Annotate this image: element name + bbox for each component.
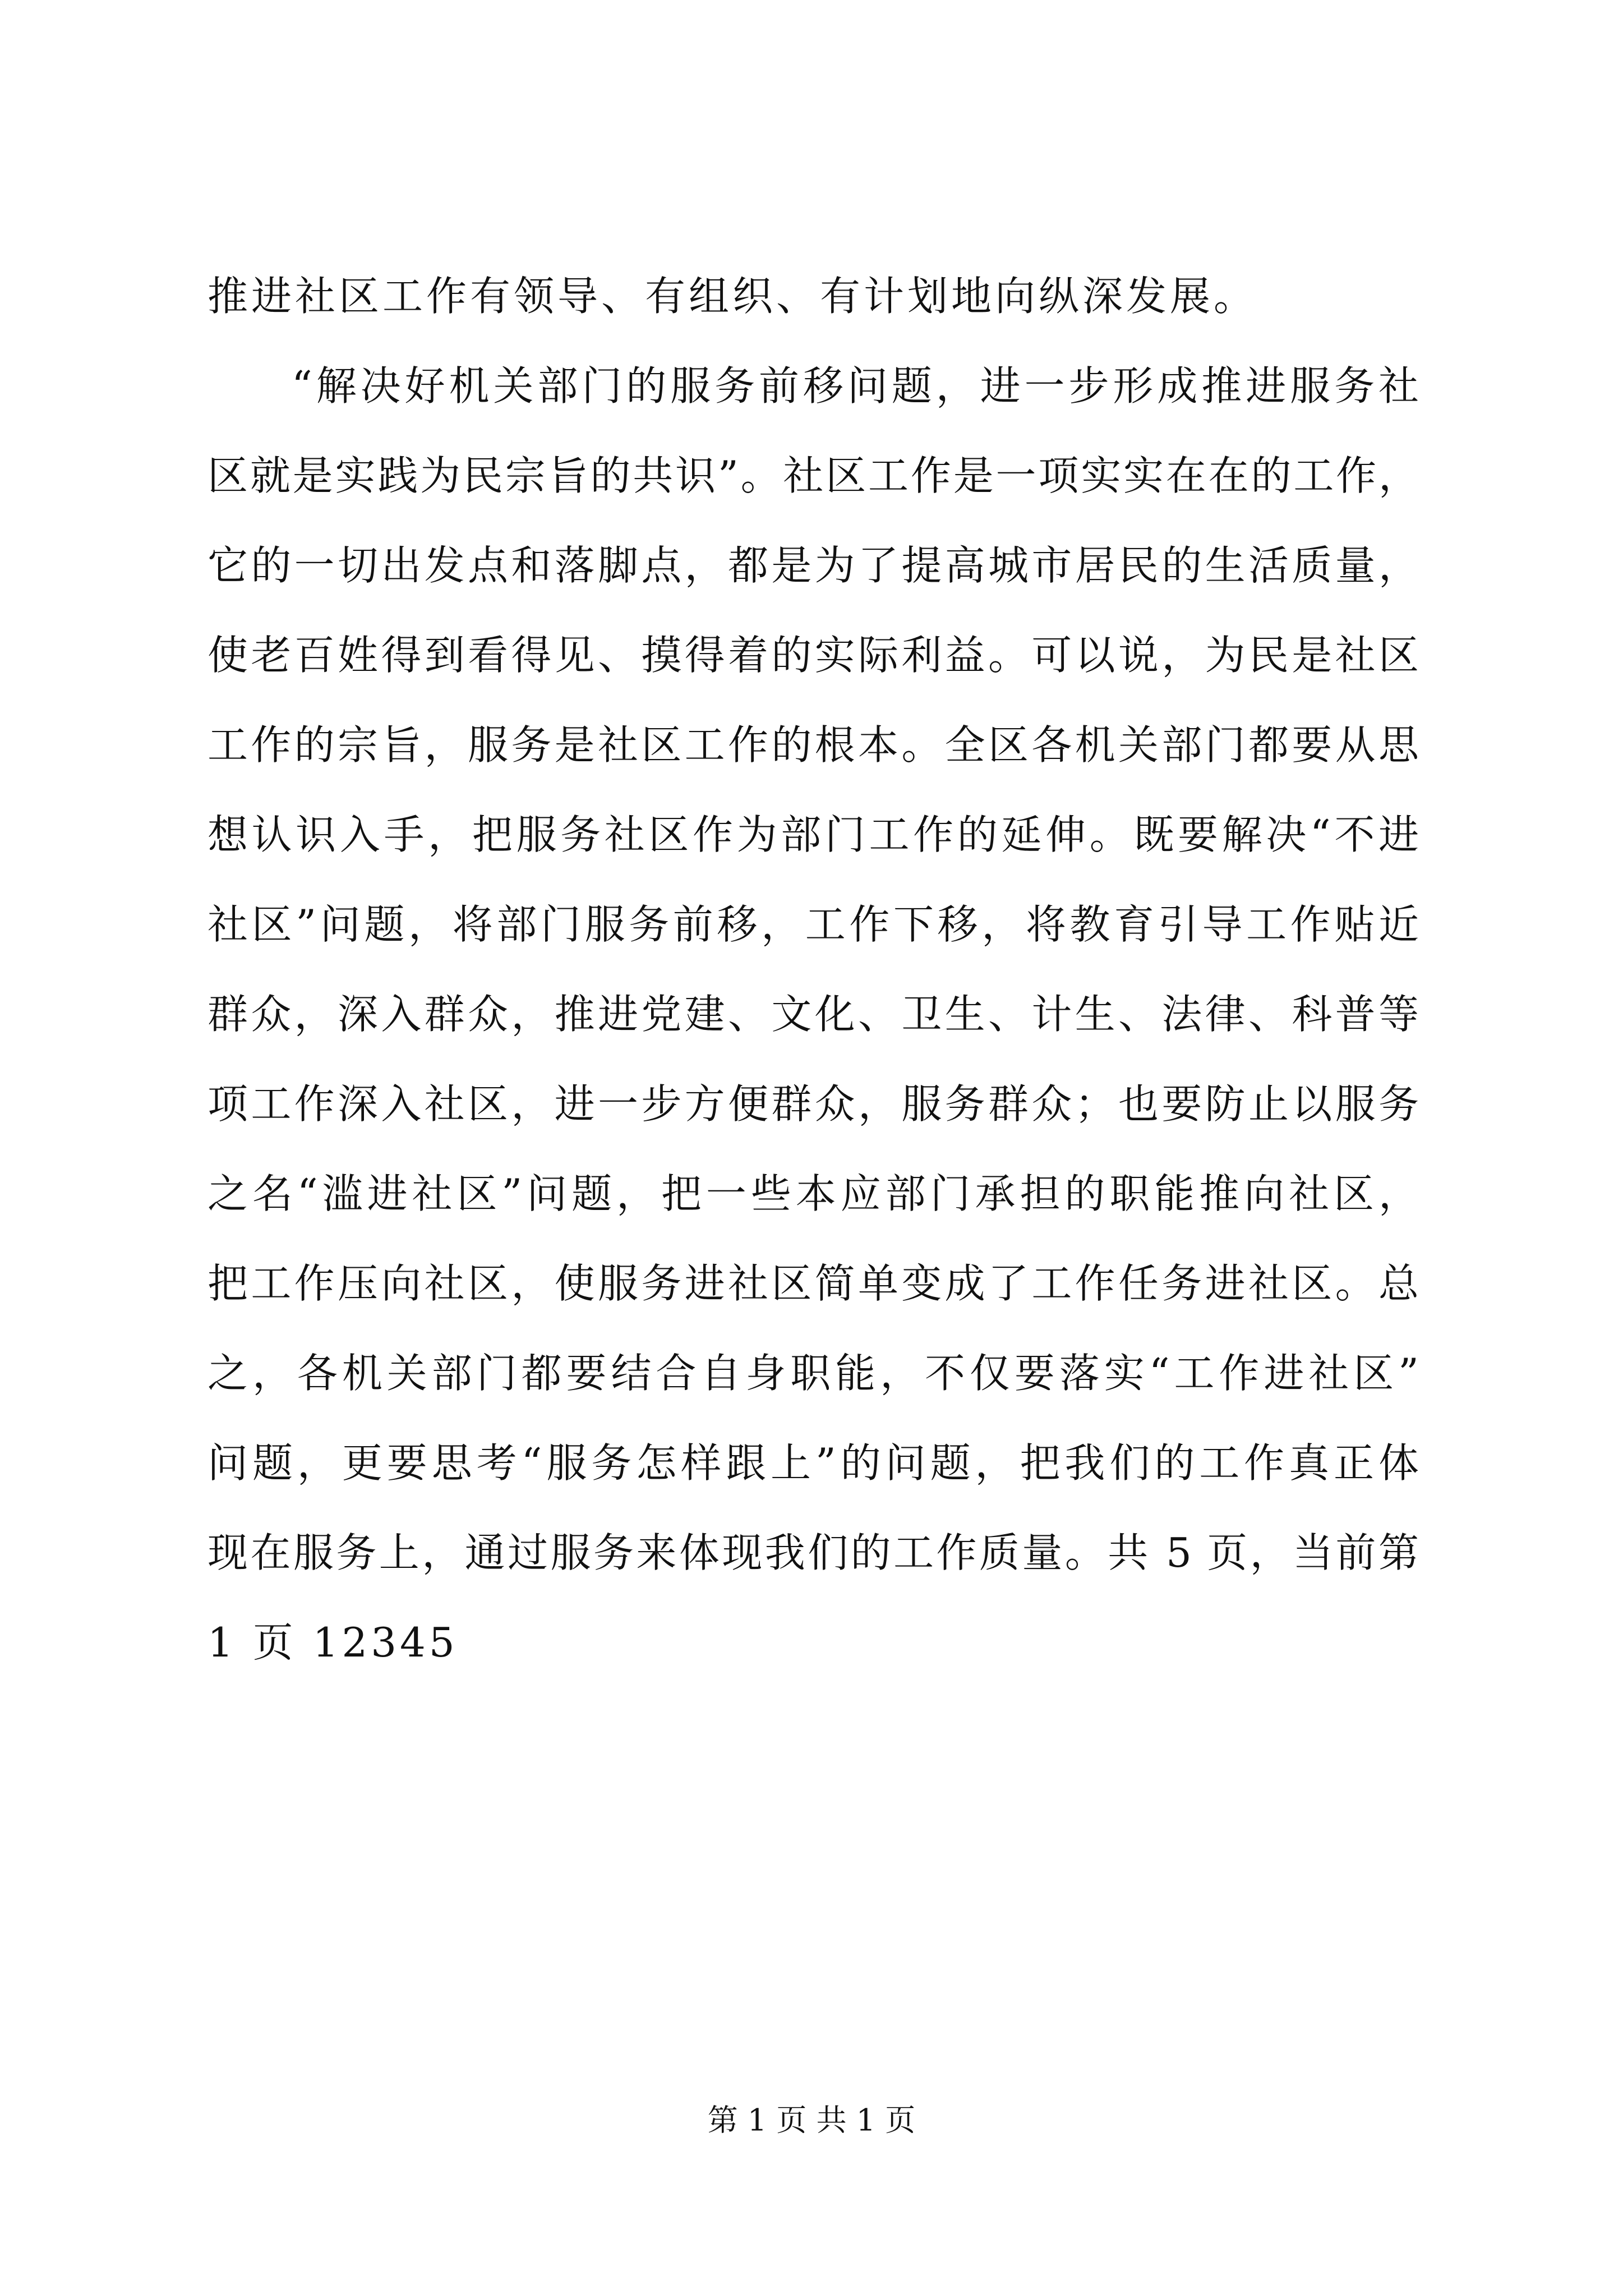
paragraph-line: 它的一切出发点和落脚点，都是为了提高城市居民的生活质量，: [208, 542, 1419, 589]
paragraph-line: [208, 341, 1419, 431]
paragraph-line: 使老百姓得到看得见、摸得着的实际利益。可以说，为民是社区: [208, 632, 1419, 679]
paragraph-line: 1 页 12345: [208, 1619, 458, 1666]
paragraph-line: 想认识入手，把服务社区作为部门工作的延伸。既要解决“不进: [208, 811, 1419, 858]
paragraph-line: 把工作压向社区，使服务进社区简单变成了工作任务进社区。总: [208, 1260, 1419, 1307]
paragraph-line: 问题，更要思考“服务怎样跟上”的问题，把我们的工作真正体: [208, 1439, 1419, 1487]
paragraph-line: 区就是实践为民宗旨的共识”。社区工作是一项实实在在的工作，: [208, 452, 1419, 499]
paragraph-line: 现在服务上，通过服务来体现我们的工作质量。共 5 页，当前第: [208, 1529, 1419, 1576]
paragraph-line: 之名“滥进社区”问题，把一些本应部门承担的职能推向社区，: [208, 1170, 1419, 1217]
paragraph-line: 之，各机关部门都要结合自身职能，不仅要落实“工作进社区”: [208, 1350, 1419, 1397]
paragraph-line-text: “解决好机关部门的服务前移问题，进一步形成推进服务社: [292, 362, 1419, 409]
page-footer: 第 1 页 共 1 页: [707, 2102, 916, 2138]
paragraph-line: 工作的宗旨，服务是社区工作的根本。全区各机关部门都要从思: [208, 721, 1419, 769]
paragraph-line: 群众，深入群众，推进党建、文化、卫生、计生、法律、科普等: [208, 991, 1419, 1038]
paragraph-line: 项工作深入社区，进一步方便群众，服务群众；也要防止以服务: [208, 1080, 1419, 1128]
paragraph-line: 社区”问题，将部门服务前移，工作下移，将教育引导工作贴近: [208, 901, 1419, 948]
paragraph-line: 推进社区工作有领导、有组织、有计划地向纵深发展。: [208, 273, 1258, 320]
